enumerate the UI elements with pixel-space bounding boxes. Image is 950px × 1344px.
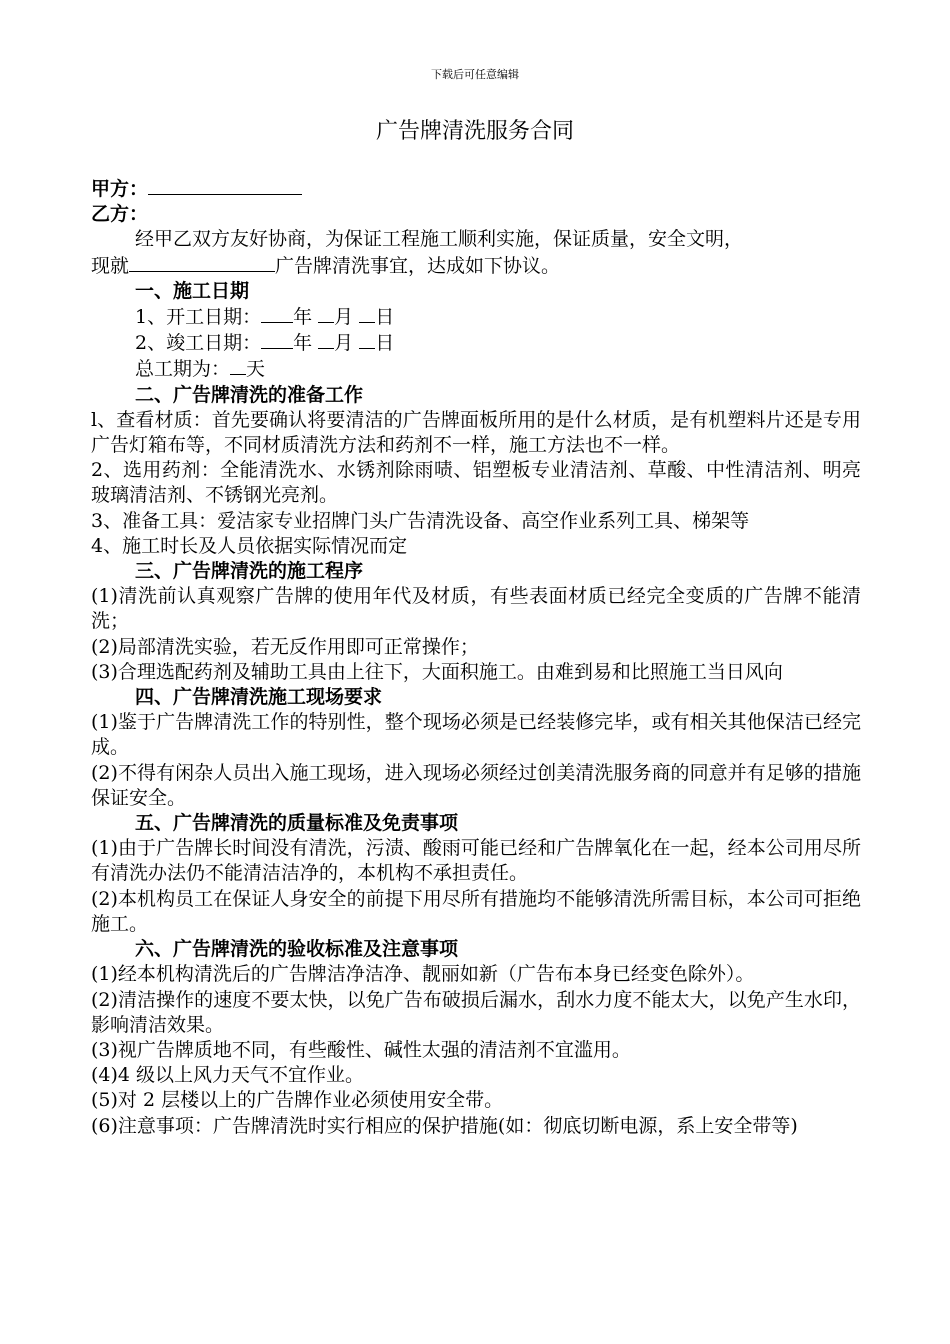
section-3-item: (1)清洗前认真观察广告牌的使用年代及材质，有些表面材质已经完全变质的广告牌不能清洗； — [91, 585, 861, 633]
page-header: 下载后可任意编辑 — [431, 68, 519, 81]
section-6-item: (1)经本机构清洗后的广告牌洁净洁净、靓丽如新（广告布本身已经变色除外）。 — [91, 963, 755, 986]
section-2-item: 3、准备工具：爱洁家专业招牌门头广告清洗设备、高空作业系列工具、梯架等 — [91, 509, 750, 532]
party-a-label: 甲方： — [91, 178, 149, 200]
start-date-line: 1、开工日期： 年 月 日 — [135, 306, 395, 329]
section-5-item: (2)本机构员工在保证人身安全的前提下用尽所有措施均不能够清洗所需目标，本公司可拒绝施工。 — [91, 887, 861, 935]
contract-body — [91, 176, 861, 1139]
section-5-item: (1)由于广告牌长时间没有清洗，污渍、酸雨可能已经和广告牌氧化在一起，经本公司用尽所有清洗办法仍不能清洁洁净的，本机构不承担责任。 — [91, 837, 861, 885]
section-2-item: l、查看材质：首先要确认将要清洁的广告牌面板所用的是什么材质，是有机塑料片还是专用广告灯箱布等，不同材质清洗方法和药剂不一样，施工方法也不一样。 — [91, 408, 861, 457]
section-4-item: (1)鉴于广告牌清洗工作的特别性，整个现场必须是已经装修完毕，或有相关其他保洁已经完成。 — [91, 711, 861, 759]
section-6-item: (2)清洁操作的速度不要太快，以免广告布破损后漏水，刮水力度不能太大，以免产生水印，影响清洁效果。 — [91, 988, 861, 1036]
section-4-item: (2)不得有闲杂人员出入施工现场，进入现场必须经过创美清洗服务商的同意并有足够的措施保证安全。 — [91, 761, 861, 809]
total-period-line: 总工期为： 天 — [135, 358, 266, 381]
section-6-item: (6)注意事项：广告牌清洗时实行相应的保护措施(如：彻底切断电源，系上安全带等) — [91, 1114, 798, 1137]
intro-line-2: 现就 广告牌清洗事宜，达成如下协议。 — [91, 254, 561, 277]
section-4-title: 四、广告牌清洗施工现场要求 — [135, 686, 383, 709]
section-2-item: 2、选用药剂：全能清洗水、水锈剂除雨啧、铝塑板专业清洁剂、草酸、中性清洁剂、明亮玻璃清洁剂、不锈钢光亮剂。 — [91, 459, 861, 507]
party-a-blank — [148, 176, 302, 195]
section-5-title: 五、广告牌清洗的质量标准及免责事项 — [135, 812, 459, 835]
section-2-item: 4、施工时长及人员依据实际情况而定 — [91, 534, 408, 557]
party-b-line — [91, 202, 861, 227]
section-3-title: 三、广告牌清洗的施工程序 — [135, 560, 364, 583]
section-3-item: (3)合理选配药剂及辅助工具由上往下，大面积施工。由难到易和比照施工当日风向 — [91, 660, 783, 683]
section-6-item: (5)对 2 层楼以上的广告牌作业必须使用安全带。 — [91, 1089, 504, 1112]
section-6-item: (3)视广告牌质地不同，有些酸性、碱性太强的清洁剂不宜滥用。 — [91, 1038, 631, 1061]
intro-line-1: 经甲乙双方友好协商，为保证工程施工顺利实施，保证质量，安全文明， — [135, 228, 744, 251]
party-a-line — [91, 176, 861, 202]
project-blank — [129, 253, 275, 272]
section-1-title: 一、施工日期 — [135, 279, 250, 302]
contract-title: 广告牌清洗服务合同 — [375, 119, 574, 144]
section-3-item: (2)局部清洗实验，若无反作用即可正常操作； — [91, 635, 479, 658]
section-6-item: (4)4 级以上风力天气不宜作业。 — [91, 1064, 365, 1087]
party-b-label: 乙方： — [91, 203, 149, 226]
section-6-title: 六、广告牌清洗的验收标准及注意事项 — [135, 938, 459, 961]
end-date-line: 2、竣工日期： 年 月 日 — [135, 332, 395, 355]
section-2-title: 二、广告牌清洗的准备工作 — [135, 383, 364, 406]
